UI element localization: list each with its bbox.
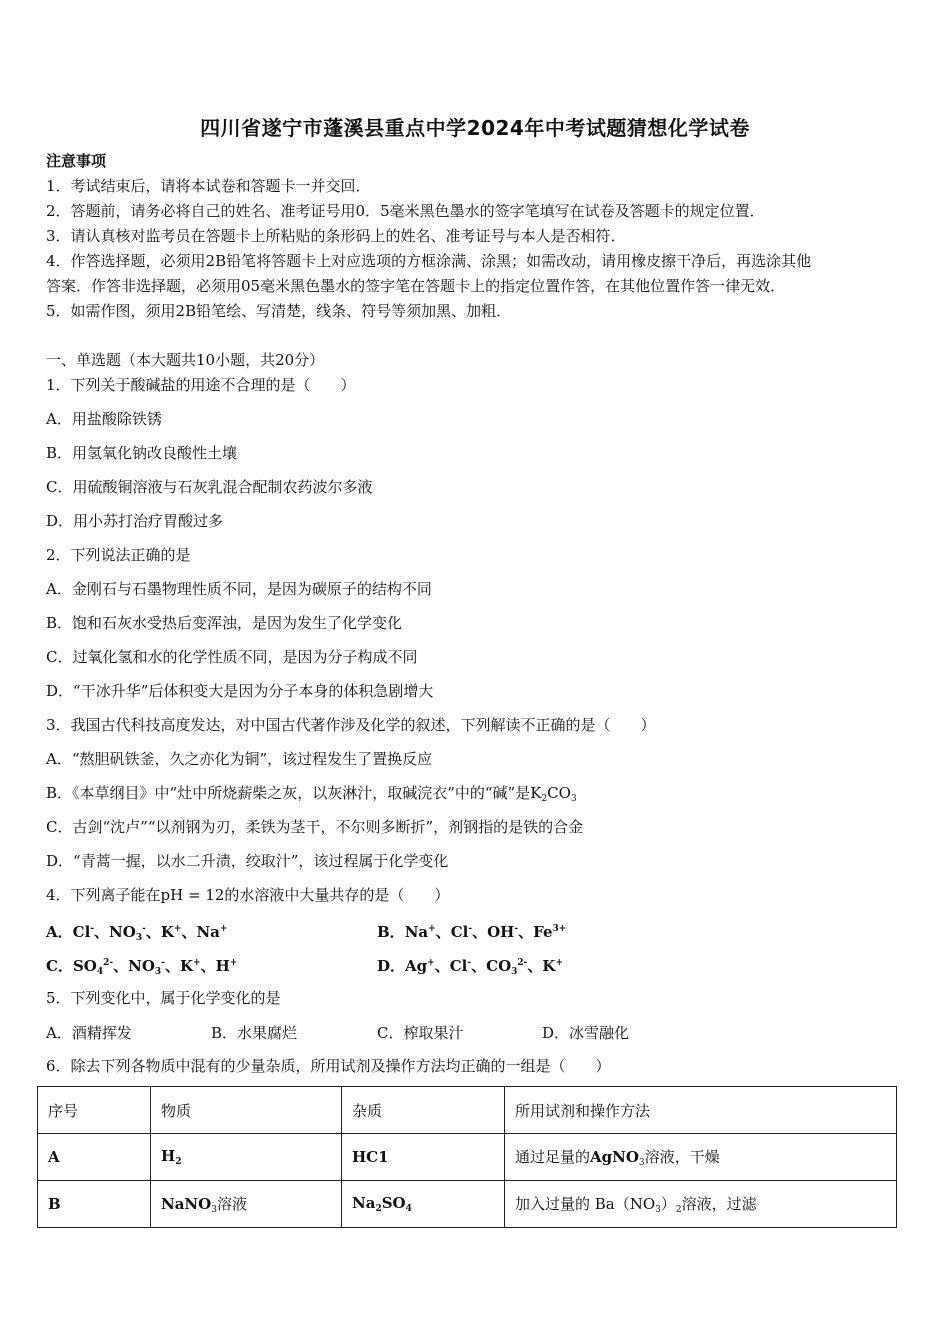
ion-list xyxy=(405,957,563,975)
table-row xyxy=(38,1134,897,1181)
q1-option-c: C．用硫酸铜溶液与石灰乳混合配制农药波尔多液 xyxy=(46,478,373,496)
ion-symbol: SO xyxy=(72,957,97,975)
ion-subscript: 3 xyxy=(135,933,143,943)
q1-option-a: A．用盐酸除铁锈 xyxy=(46,410,162,428)
ion xyxy=(180,957,216,975)
notice-item: 2．答题前，请务必将自己的姓名、准考证号用0．5毫米黑色墨水的签字笔填写在试卷及答题卡的规定位置． xyxy=(46,202,765,220)
ion-separator: 、 xyxy=(113,957,129,975)
ion xyxy=(109,923,161,941)
formula-part: H xyxy=(161,1147,176,1165)
q5-option-a: A．酒精挥发 xyxy=(46,1024,132,1042)
q3-option-d: D．“青蒿一握，以水二升渍，绞取汁”，该过程属于化学变化 xyxy=(46,852,449,870)
formula-subscript: 2 xyxy=(675,1205,682,1215)
table-header: 杂质 xyxy=(342,1087,505,1134)
notice-item: 1．考试结束后，请将本试卷和答题卡一并交回． xyxy=(46,177,371,195)
ion-symbol: OH xyxy=(487,923,515,941)
q3-option-b-text: B．《本草纲目》中“灶中所烧薪柴之灰，以灰淋汁，取碱浣衣”中的“碱”是 xyxy=(46,784,531,802)
ion-charge: + xyxy=(193,958,201,968)
formula-subscript: 2 xyxy=(541,794,548,804)
method-text: 加入过量的 Ba（NO xyxy=(515,1195,656,1213)
ion xyxy=(487,923,533,941)
ion xyxy=(405,957,450,975)
table-cell-method xyxy=(505,1134,897,1181)
q3-option-a: A．“熬胆矾铁釜，久之亦化为铜”，该过程发生了置换反应 xyxy=(46,750,433,768)
option-label: D． xyxy=(377,957,406,975)
q3-option-b xyxy=(46,783,577,809)
question-5-stem: 5．下列变化中，属于化学变化的是 xyxy=(46,989,281,1007)
ion xyxy=(196,923,227,941)
ion-separator: 、 xyxy=(471,957,487,975)
ion-separator: 、 xyxy=(145,923,161,941)
notice-heading: 注意事项 xyxy=(46,152,107,170)
q4-option-a xyxy=(46,919,227,948)
ion-separator: 、 xyxy=(518,923,534,941)
option-label: A． xyxy=(46,923,73,941)
q5-option-d: D．冰雪融化 xyxy=(542,1024,630,1042)
notice-item: 答案．作答非选择题，必须用05毫米黑色墨水的签字笔在答题卡上的指定位置作答，在其他位置作答一律无效． xyxy=(46,277,786,295)
option-label: B． xyxy=(377,923,405,941)
ion-charge: 2- xyxy=(103,958,114,968)
ion-charge: + xyxy=(229,958,238,968)
q3-option-c: C．古剑“沈卢”“以剂钢为刃，柔铁为茎干，不尔则多断折”，剂钢指的是铁的合金 xyxy=(46,818,584,836)
ion xyxy=(451,923,487,941)
formula-subscript: 4 xyxy=(405,1204,412,1214)
q4-stem-part: 的水溶液中大量共存的是（ ） xyxy=(224,886,450,904)
ion-charge: + xyxy=(428,924,436,934)
formula-part: NaNO xyxy=(161,1195,212,1213)
option-label: C． xyxy=(46,957,73,975)
ion xyxy=(450,957,486,975)
ion xyxy=(128,957,180,975)
formula-subscript: 3 xyxy=(655,1205,661,1215)
q4-ph-value: pH = 12 xyxy=(160,886,225,904)
ion-separator: 、 xyxy=(472,923,488,941)
ion-charge: 3+ xyxy=(552,924,567,934)
ion-subscript: 4 xyxy=(96,967,104,977)
ion-symbol: K xyxy=(179,957,193,975)
table-cell-id: A xyxy=(38,1134,151,1181)
q2-option-d: D．“干冰升华”后体积变大是因为分子本身的体积急剧增大 xyxy=(46,682,434,700)
formula-part: Na xyxy=(352,1194,376,1212)
q4-option-d xyxy=(377,953,563,982)
q5-option-b: B．水果腐烂 xyxy=(211,1024,298,1042)
ion-symbol: K xyxy=(542,957,556,975)
table-row xyxy=(38,1181,897,1228)
formula-k2co3 xyxy=(530,784,576,802)
ion-charge: + xyxy=(173,924,182,934)
ion-charge: - xyxy=(90,924,95,934)
exam-title: 四川省遂宁市蓬溪县重点中学2024年中考试题猜想化学试卷 xyxy=(200,116,750,140)
ion-symbol: NO xyxy=(109,923,136,941)
table-cell-id: B xyxy=(38,1181,151,1228)
notice-item: 3．请认真核对监考员在答题卡上所粘贴的条形码上的姓名、准考证号与本人是否相符． xyxy=(46,227,626,245)
ion-charge: - xyxy=(161,958,165,968)
method-text: ） xyxy=(660,1195,676,1213)
q2-option-b: B．饱和石灰水受热后变浑浊，是因为发生了化学变化 xyxy=(46,614,403,632)
method-text: 溶液，干燥 xyxy=(644,1148,720,1166)
ion-symbol: CO xyxy=(486,957,512,975)
table-cell-substance xyxy=(151,1181,342,1228)
ion-separator: 、 xyxy=(200,957,216,975)
table-cell-impurity: HC1 xyxy=(342,1134,505,1181)
section-heading: 一、单选题（本大题共10小题，共20分） xyxy=(46,351,325,369)
formula-part: AgNO xyxy=(590,1148,639,1166)
ion-symbol: Na xyxy=(196,923,220,941)
ion-separator: 、 xyxy=(434,957,450,975)
substance-text: 溶液 xyxy=(216,1195,247,1213)
q1-option-b: B．用氢氧化钠改良酸性土壤 xyxy=(46,444,238,462)
ion-charge: + xyxy=(555,958,564,968)
question-6-stem: 6．除去下列各物质中混有的少量杂质，所用试剂及操作方法均正确的一组是（ ） xyxy=(46,1057,611,1075)
ion-charge: - xyxy=(467,958,472,968)
ion-symbol: Cl xyxy=(450,923,469,941)
ion xyxy=(542,957,563,975)
notice-item: 5．如需作图，须用2B铅笔绘、写清楚，线条、符号等须加黑、加粗． xyxy=(46,302,512,320)
ion-symbol: Cl xyxy=(72,923,91,941)
ion-charge: - xyxy=(468,924,473,934)
ion-subscript: 3 xyxy=(511,967,518,977)
ion-separator: 、 xyxy=(94,923,110,941)
notice-item: 4．作答选择题，必须用2B铅笔将答题卡上对应选项的方框涂满、涂黑；如需改动，请用橡皮擦干净后，再选涂其他 xyxy=(46,252,812,270)
ion-symbol: Na xyxy=(404,923,429,941)
ion-charge: 2- xyxy=(517,958,528,968)
table-cell-impurity xyxy=(342,1181,505,1228)
ion-symbol: NO xyxy=(128,957,155,975)
table-cell-method xyxy=(505,1181,897,1228)
q6-table xyxy=(37,1086,897,1228)
question-4-stem xyxy=(46,885,449,905)
table-cell-substance xyxy=(151,1134,342,1181)
ion-separator: 、 xyxy=(527,957,543,975)
table-header: 序号 xyxy=(38,1087,151,1134)
ion xyxy=(73,957,128,975)
q4-option-c xyxy=(46,953,237,982)
ion-symbol: K xyxy=(160,923,174,941)
ion-charge: + xyxy=(427,958,435,968)
question-2-stem: 2．下列说法正确的是 xyxy=(46,546,191,564)
q5-option-c: C．榨取果汁 xyxy=(377,1024,464,1042)
ion-list xyxy=(405,923,567,941)
formula-part: SO xyxy=(381,1194,406,1212)
formula-subscript: 3 xyxy=(638,1158,645,1168)
ion-separator: 、 xyxy=(435,923,451,941)
ion-symbol: Cl xyxy=(449,957,468,975)
formula-part: CO xyxy=(547,784,571,802)
formula-subscript: 2 xyxy=(375,1204,382,1214)
ion-list xyxy=(73,957,237,975)
ion-charge: - xyxy=(514,924,519,934)
ion-charge: - xyxy=(142,924,146,934)
ion xyxy=(533,923,566,941)
ion xyxy=(216,957,238,975)
formula-subscript: 3 xyxy=(570,794,577,804)
question-1-stem: 1．下列关于酸碱盐的用途不合理的是（ ） xyxy=(46,376,356,394)
question-3-stem: 3．我国古代科技高度发达，对中国古代著作涉及化学的叙述，下列解读不正确的是（ ） xyxy=(46,716,656,734)
ion-symbol: H xyxy=(215,957,230,975)
q1-option-d: D．用小苏打治疗胃酸过多 xyxy=(46,512,224,530)
table-header: 所用试剂和操作方法 xyxy=(505,1087,897,1134)
q2-option-c: C．过氧化氢和水的化学性质不同，是因为分子构成不同 xyxy=(46,648,418,666)
ion-separator: 、 xyxy=(164,957,180,975)
method-text: 通过足量的 xyxy=(515,1148,591,1166)
formula-subscript: 3 xyxy=(211,1205,217,1215)
ion xyxy=(73,923,109,941)
ion-symbol: Fe xyxy=(533,923,553,941)
ion-symbol: Ag xyxy=(405,957,428,975)
q4-option-b xyxy=(377,919,566,942)
formula-part: K xyxy=(530,784,542,802)
ion-subscript: 3 xyxy=(154,967,162,977)
method-text: 溶液，过滤 xyxy=(681,1195,757,1213)
ion xyxy=(486,957,542,975)
ion xyxy=(405,923,451,941)
ion-charge: + xyxy=(219,924,228,934)
ion-list xyxy=(73,923,228,941)
ion-separator: 、 xyxy=(181,923,197,941)
table-header-row xyxy=(38,1087,897,1134)
ion xyxy=(161,923,197,941)
formula-subscript: 2 xyxy=(175,1157,182,1167)
table-header: 物质 xyxy=(151,1087,342,1134)
q2-option-a: A．金刚石与石墨物理性质不同，是因为碳原子的结构不同 xyxy=(46,580,432,598)
q4-stem-part: 4．下列离子能在 xyxy=(46,886,161,904)
